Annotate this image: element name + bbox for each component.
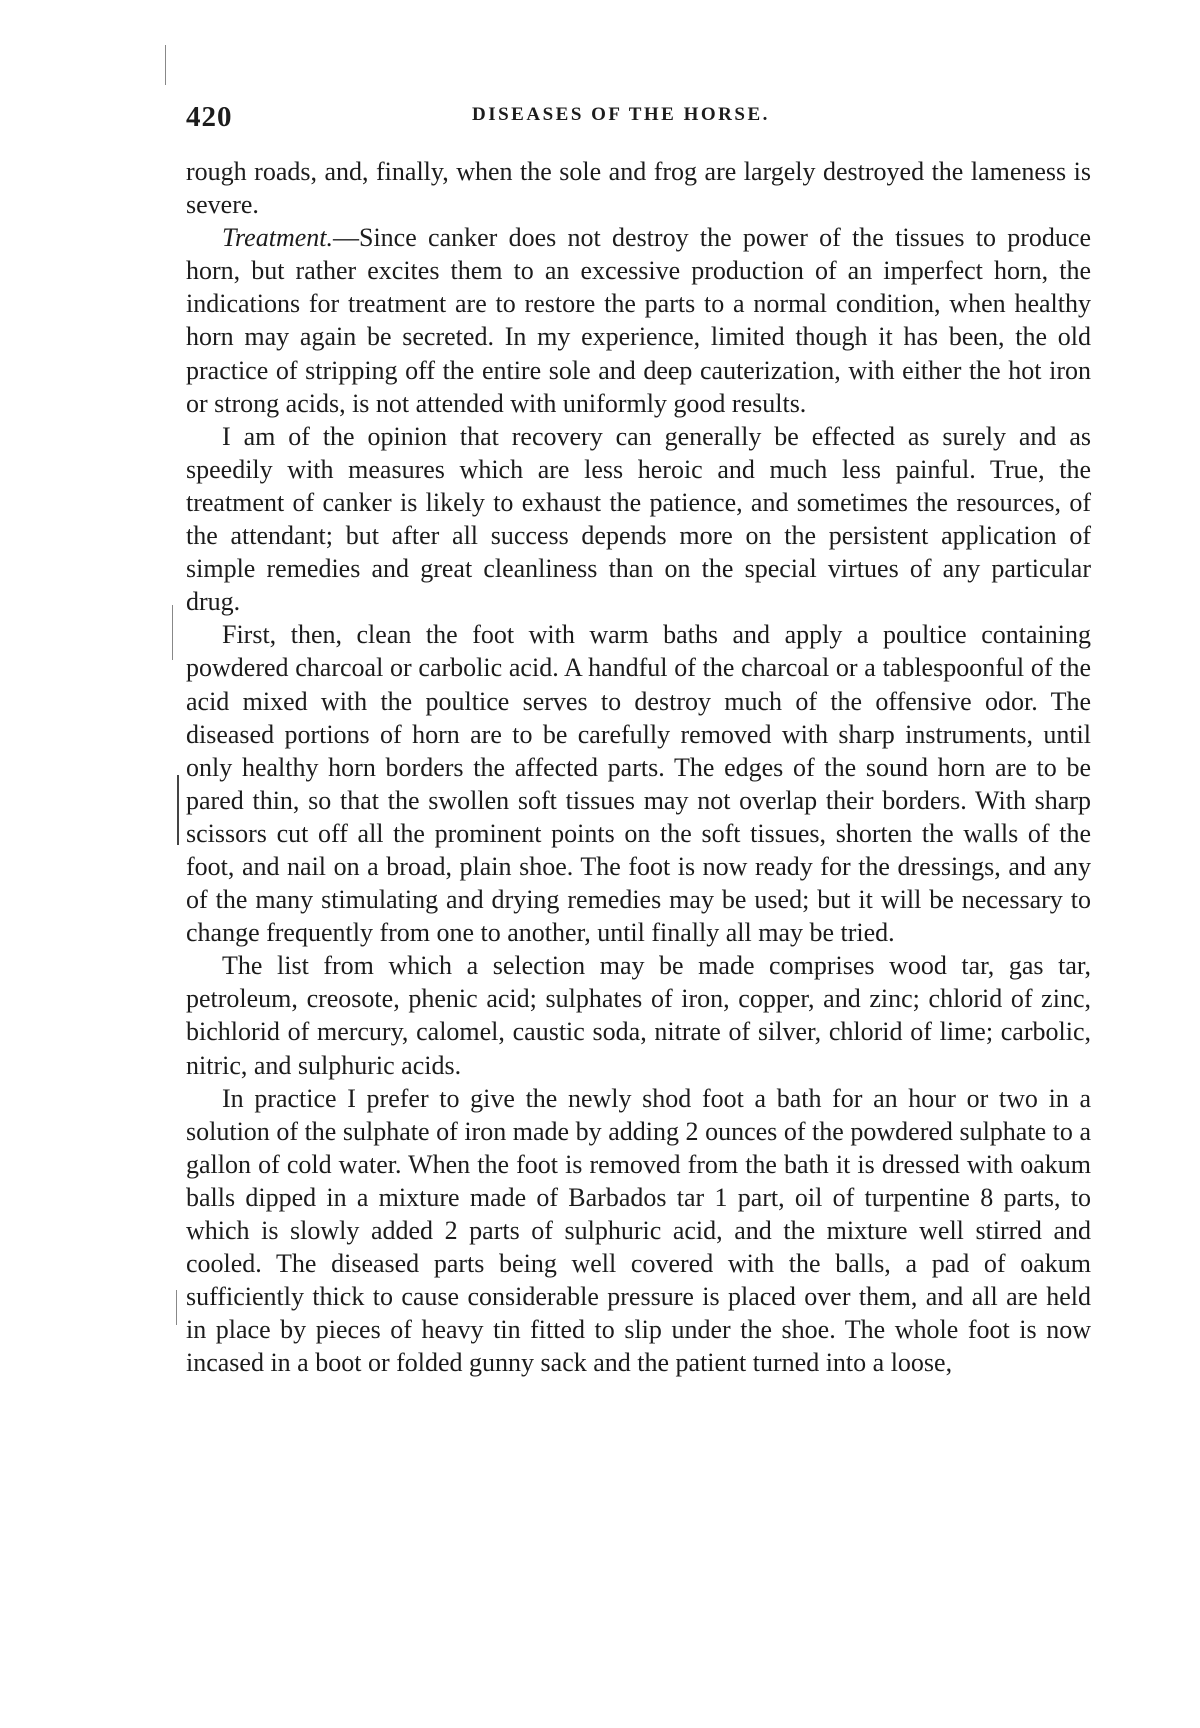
scan-artifact [177, 775, 179, 845]
paragraph-text: First, then, clean the foot with warm baths and apply a poultice containing powdered charcoal or carbolic acid. A handful of the charcoal or a tablespoonful of the acid mixed with the poultice serves to destroy much of the offensive odor. The diseased portions of horn are to be carefully removed with sharp instruments, until only healthy horn borders the affected parts. The edges of the sound horn are to be pared thin, so that the swollen soft tissues may not overlap their borders. With sharp scissors cut off all the prominent points on the soft tissues, shorten the walls of the foot, and nail on a broad, plain shoe. The foot is now ready for the dressings, and any of the many stimulating and drying remedies may be used; but it will be necessary to change frequently from one to another, until finally all may be tried. [186, 620, 1091, 948]
paragraph [186, 949, 1091, 1081]
page-number: 420 [186, 101, 233, 133]
scan-artifact [172, 605, 173, 660]
paragraph [186, 618, 1091, 949]
paragraph-text: —Since canker does not destroy the power of the tissues to produce horn, but rather excites them to an excessive production of an imperfect horn, the indications for treatment are to restore the parts to a normal condition, when healthy horn may again be secreted. In my experience, limited though it has been, the old practice of stripping off the entire sole and deep cauterization, with either the hot iron or strong acids, is not attended with uniformly good results. [186, 223, 1091, 418]
body-text [186, 155, 1091, 1379]
paragraph [186, 420, 1091, 619]
scan-artifact [165, 45, 166, 85]
paragraph-lead-heading: Treatment. [222, 223, 333, 253]
paragraph [186, 1082, 1091, 1380]
paragraph-text: In practice I prefer to give the newly shod foot a bath for an hour or two in a solution of the sulphate of iron made by adding 2 ounces of the powdered sulphate to a gallon of cold water. When the foot is removed from the bath it is dressed with oakum balls dipped in a mixture made of Barbados tar 1 part, oil of turpentine 8 parts, to which is slowly added 2 parts of sulphuric acid, and the mixture well stirred and cooled. The diseased parts being well covered with the balls, a pad of oakum sufficiently thick to cause considerable pressure is placed over them, and all are held in place by pieces of heavy tin fitted to slip under the shoe. The whole foot is now incased in a boot or folded gunny sack and the patient turned into a loose, [186, 1083, 1091, 1378]
scan-artifact [176, 1290, 177, 1325]
paragraph-text: The list from which a selection may be made comprises wood tar, gas tar, petroleum, creosote, phenic acid; sulphates of iron, copper, and zinc; chlorid of zinc, bichlorid of mercury, calomel, caustic soda, nitrate of silver, chlorid of lime; carbolic, nitric, and sulphuric acids. [186, 951, 1091, 1080]
paragraph-treatment [186, 221, 1091, 420]
paragraph-text: rough roads, and, finally, when the sole and frog are largely destroyed the lameness is severe. [186, 157, 1091, 220]
paragraph-continued [186, 155, 1091, 221]
running-title: DISEASES OF THE HORSE. [472, 104, 770, 125]
paragraph-text: I am of the opinion that recovery can generally be effected as surely and as speedily with measures which are less heroic and much less painful. True, the treatment of canker is likely to exhaust the patience, and sometimes the resources, of the attendant; but after all success depends more on the persistent application of simple remedies and great cleanliness than on the special virtues of any particular drug. [186, 421, 1091, 617]
